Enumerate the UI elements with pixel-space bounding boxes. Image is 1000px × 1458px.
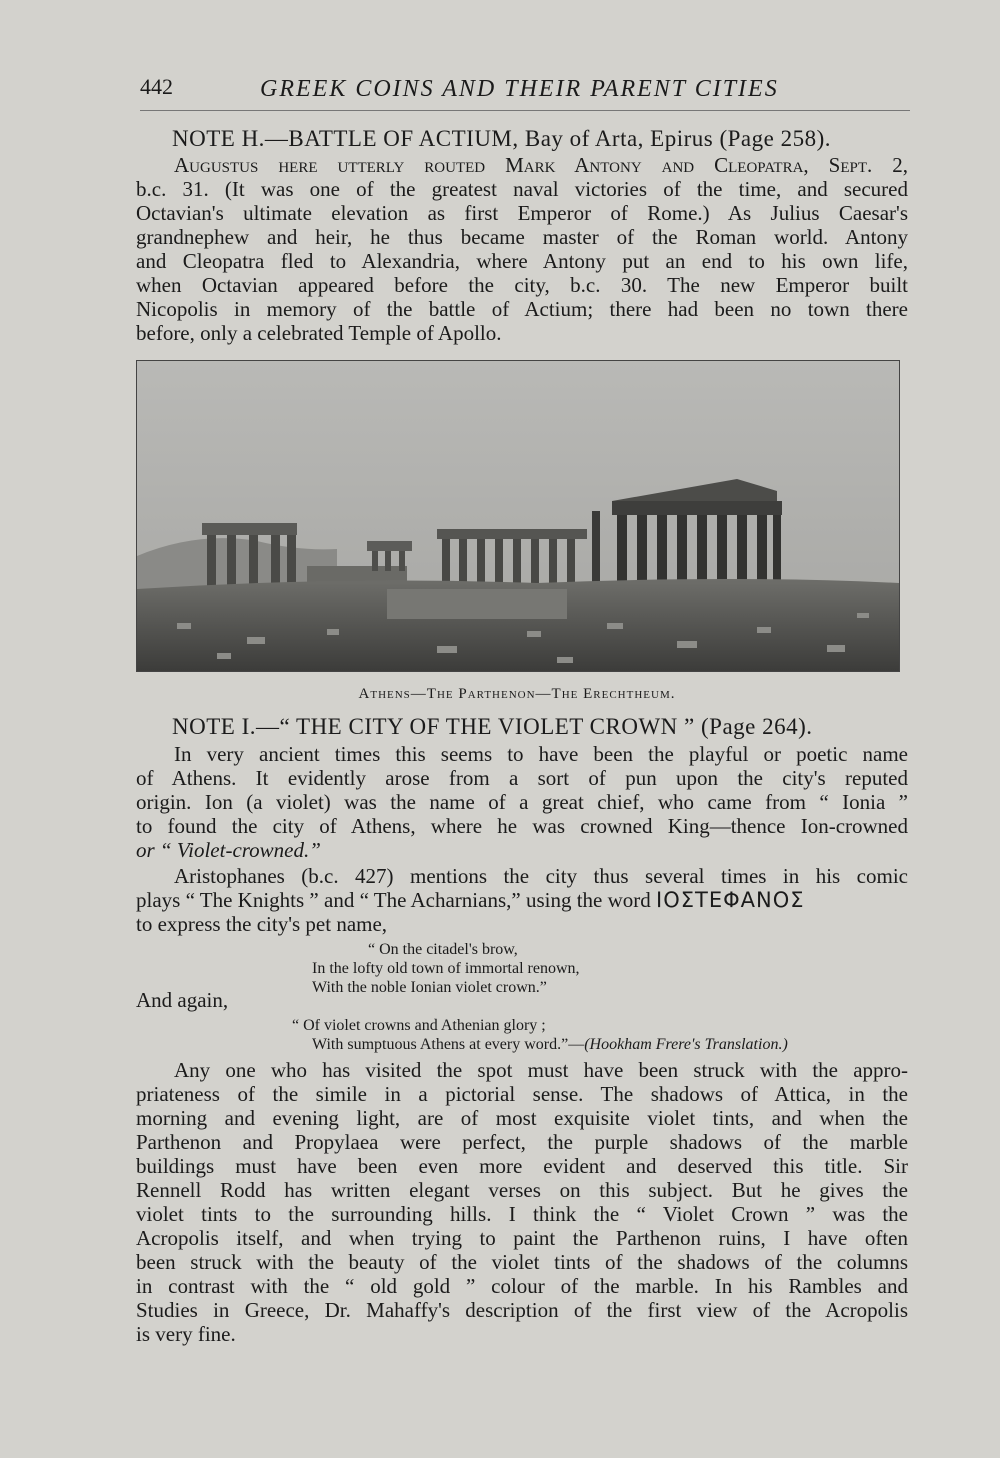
- parthenon-photograph: [136, 360, 900, 672]
- verse-line: In the lofty old town of immortal renown,: [312, 960, 580, 977]
- note-h-title: NOTE H.—BATTLE OF ACTIUM, Bay of Arta, Epirus (Page 258).: [172, 126, 832, 151]
- text-line: morning and evening light, are of most exquisite violet tints, and when the: [136, 1106, 908, 1130]
- page-number: 442: [140, 74, 173, 99]
- text-line: origin. Ion (a violet) was the name of a great chief, who came from “ Ionia ”: [136, 790, 908, 814]
- text-line: Studies in Greece, Dr. Mahaffy's description of the first view of the Acropolis: [136, 1298, 908, 1322]
- text-line: and Cleopatra fled to Alexandria, where Antony put an end to his own life,: [136, 249, 908, 273]
- text-line: violet tints to the surrounding hills. I think the “ Violet Crown ” was the: [136, 1202, 908, 1226]
- note-h-paragraph: [136, 153, 908, 345]
- text-line: Aristophanes (b.c. 427) mentions the city thus several times in his comic: [174, 864, 908, 888]
- parthenon-photo-drawing: [137, 361, 899, 671]
- note-i-paragraph-2: [136, 864, 908, 936]
- text-line: Augustus here utterly routed Mark Antony and Cleopatra, Sept. 2,: [174, 153, 908, 177]
- text-line: Rennell Rodd has written elegant verses on this subject. But he gives the: [136, 1178, 908, 1202]
- verse-line: “ On the citadel's brow,: [368, 941, 518, 958]
- text-line: buildings must have been even more evident and deserved this title. Sir: [136, 1154, 908, 1178]
- text-line: before, only a celebrated Temple of Apollo.: [136, 321, 502, 345]
- photo-caption: Athens—The Parthenon—The Erechtheum.: [358, 686, 676, 702]
- text-line: Acropolis itself, and when trying to paint the Parthenon ruins, I have often: [136, 1226, 908, 1250]
- text-line: been struck with the beauty of the violet tints of the shadows of the columns: [136, 1250, 908, 1274]
- text-line: b.c. 31. (It was one of the greatest naval victories of the time, and secured: [136, 177, 908, 201]
- page-header: [140, 74, 910, 111]
- text-line: to found the city of Athens, where he was crowned King—thence Ion-crowned: [136, 814, 908, 838]
- text-line: is very fine.: [136, 1322, 236, 1346]
- running-title: GREEK COINS AND THEIR PARENT CITIES: [260, 76, 779, 102]
- verse-text: With sumptuous Athens at every word.”—: [312, 1036, 585, 1053]
- note-i-title: NOTE I.—“ THE CITY OF THE VIOLET CROWN ” (Page 264).: [172, 714, 813, 739]
- text-line: Any one who has visited the spot must have been struck with the appro-: [174, 1058, 908, 1082]
- text-line: of Athens. It evidently arose from a sort of pun upon the city's reputed: [136, 766, 908, 790]
- note-i-paragraph-1: [136, 742, 908, 862]
- text-line: grandnephew and heir, he thus became master of the Roman world. Antony: [136, 225, 908, 249]
- text-line: when Octavian appeared before the city, b.c. 30. The new Emperor built: [136, 273, 908, 297]
- text-segment: plays “ The Knights ” and “ The Acharnians,” using the word: [136, 888, 651, 912]
- text-line: priateness of the simile in a pictorial sense. The shadows of Attica, in the: [136, 1082, 908, 1106]
- verse-line: “ Of violet crowns and Athenian glory ;: [292, 1017, 546, 1034]
- greek-word: ΙΟΣΤΕΦΑΝΟΣ: [656, 888, 805, 912]
- verse-attribution: (Hookham Frere's Translation.): [584, 1036, 788, 1053]
- text-line: Octavian's ultimate elevation as first Emperor of Rome.) As Julius Caesar's: [136, 201, 908, 225]
- note-i-paragraph-3: [136, 1058, 908, 1346]
- verse-line: With the noble Ionian violet crown.”: [312, 979, 547, 996]
- text-line: In very ancient times this seems to have been the playful or poetic name: [174, 742, 908, 766]
- text-line: to express the city's pet name,: [136, 912, 388, 936]
- text-line: And again,: [136, 988, 229, 1012]
- text-line: or “ Violet-crowned.”: [136, 838, 321, 862]
- text-line: Parthenon and Propylaea were perfect, the purple shadows of the marble: [136, 1130, 908, 1154]
- text-line: Nicopolis in memory of the battle of Actium; there had been no town there: [136, 297, 908, 321]
- text-line: [136, 888, 908, 912]
- and-again: [136, 988, 908, 1012]
- text-line: in contrast with the “ old gold ” colour of the marble. In his Rambles and: [136, 1274, 908, 1298]
- verse-line: [312, 1035, 788, 1054]
